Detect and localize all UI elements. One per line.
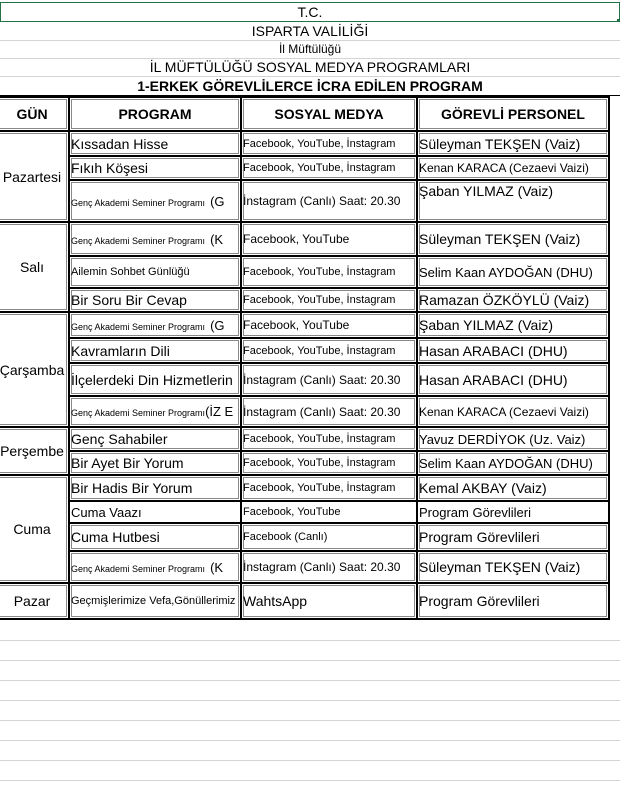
empty-gridline (0, 720, 620, 721)
table-row (0, 222, 609, 256)
empty-gridline (0, 680, 620, 681)
program-text: Genç Akademi Seminer Programı (71, 408, 206, 418)
table-row (0, 338, 609, 363)
table-row (0, 583, 609, 619)
col-header-social-media[interactable]: SOSYAL MEDYA (241, 97, 417, 131)
media-cell[interactable]: İnstagram (Canlı) Saat: 20.30 (241, 396, 417, 427)
program-cell[interactable] (69, 551, 241, 583)
program-cell[interactable]: Geçmişlerimize Vefa,Gönüllerimiz (69, 583, 241, 619)
media-cell[interactable]: Facebook, YouTube, İnstagram (241, 451, 417, 475)
day-monday[interactable]: Pazartesi (0, 131, 69, 222)
header-social-media-programs: İL MÜFTÜLÜĞÜ SOSYAL MEDYA PROGRAMLARI (0, 58, 620, 77)
day-wednesday[interactable]: Çarşamba (0, 312, 69, 427)
program-cell[interactable]: Bir Soru Bir Cevap (69, 288, 241, 312)
media-cell[interactable]: Facebook, YouTube, İnstagram (241, 338, 417, 363)
table-row (0, 363, 609, 396)
program-cell[interactable]: Genç Sahabiler (69, 427, 241, 451)
program-cell[interactable]: Kavramların Dili (69, 338, 241, 363)
staff-cell[interactable]: Ramazan ÖZKÖYLÜ (Vaiz) (417, 288, 609, 312)
media-cell[interactable]: İnstagram (Canlı) Saat: 20.30 (241, 551, 417, 583)
table-row (0, 551, 609, 583)
program-cell[interactable]: Bir Hadis Bir Yorum (69, 475, 241, 501)
header-mufti-office: İl Müftülüğü (0, 40, 620, 59)
program-overflow-text: (K (210, 231, 224, 247)
staff-cell[interactable]: Program Görevlileri (417, 501, 609, 523)
media-cell[interactable]: Facebook, YouTube, İnstagram (241, 475, 417, 501)
staff-cell[interactable]: Hasan ARABACI (DHU) (417, 363, 609, 396)
empty-gridline (0, 660, 620, 661)
program-cell[interactable]: Bir Ayet Bir Yorum (69, 451, 241, 475)
staff-cell[interactable]: Kemal AKBAY (Vaiz) (417, 475, 609, 501)
day-friday[interactable]: Cuma (0, 475, 69, 583)
table-row (0, 312, 609, 338)
program-text: Genç Akademi Seminer Programı (71, 197, 206, 208)
program-cell[interactable]: Fıkıh Köşesi (69, 156, 241, 180)
table-row (0, 288, 609, 312)
staff-cell[interactable]: Kenan KARACA (Cezaevi Vaizi) (417, 156, 609, 180)
table-header-row (0, 97, 609, 131)
program-text: Genç Akademi Seminer Programı (71, 563, 206, 574)
col-header-program[interactable]: PROGRAM (69, 97, 241, 131)
staff-cell[interactable]: Program Görevlileri (417, 523, 609, 551)
day-tuesday[interactable]: Salı (0, 222, 69, 312)
selected-cell-title[interactable] (0, 2, 620, 22)
staff-cell[interactable]: Program Görevlileri (417, 583, 609, 619)
empty-gridline (0, 760, 620, 761)
program-text: Genç Akademi Seminer Programı (71, 235, 206, 246)
staff-cell[interactable]: Süleyman TEKŞEN (Vaiz) (417, 222, 609, 256)
table-row (0, 501, 609, 523)
program-cell[interactable]: Cuma Hutbesi (69, 523, 241, 551)
table-row (0, 156, 609, 180)
table-row (0, 131, 609, 156)
empty-gridline (0, 700, 620, 701)
table-row (0, 256, 609, 288)
program-overflow-text: (G (210, 193, 225, 209)
staff-cell[interactable]: Süleyman TEKŞEN (Vaiz) (417, 551, 609, 583)
day-thursday[interactable]: Perşembe (0, 427, 69, 475)
staff-cell[interactable]: Süleyman TEKŞEN (Vaiz) (417, 131, 609, 156)
table-row (0, 427, 609, 451)
table-row (0, 180, 609, 222)
staff-cell[interactable]: Selim Kaan AYDOĞAN (DHU) (417, 451, 609, 475)
media-cell[interactable]: Facebook (Canlı) (241, 523, 417, 551)
media-cell[interactable]: Facebook, YouTube, İnstagram (241, 256, 417, 288)
empty-gridline (0, 780, 620, 781)
media-cell[interactable]: Facebook, YouTube, İnstagram (241, 427, 417, 451)
media-cell[interactable]: İnstagram (Canlı) Saat: 20.30 (241, 363, 417, 396)
staff-cell[interactable]: Şaban YILMAZ (Vaiz) (417, 312, 609, 338)
table-row (0, 475, 609, 501)
program-cell[interactable]: Kıssadan Hisse (69, 131, 241, 156)
day-sunday[interactable]: Pazar (0, 583, 69, 619)
media-cell[interactable]: Facebook, YouTube, İnstagram (241, 288, 417, 312)
media-cell[interactable]: Facebook, YouTube (241, 501, 417, 523)
program-cell[interactable]: İlçelerdeki Din Hizmetlerin (69, 363, 241, 396)
program-cell[interactable] (69, 180, 241, 222)
program-cell[interactable]: Ailemin Sohbet Günlüğü (69, 256, 241, 288)
header-male-staff-program: 1-ERKEK GÖREVLİLERCE İCRA EDİLEN PROGRAM (0, 77, 620, 96)
staff-cell[interactable]: Yavuz DERDİYOK (Uz. Vaiz) (417, 427, 609, 451)
program-text: Genç Akademi Seminer Programı (71, 321, 206, 332)
header-governorship: ISPARTA VALİLİĞİ (0, 22, 620, 41)
col-header-staff[interactable]: GÖREVLİ PERSONEL (417, 97, 609, 131)
header-tc: T.C. (297, 4, 323, 20)
program-cell[interactable]: Cuma Vaazı (69, 501, 241, 523)
staff-cell[interactable]: Selim Kaan AYDOĞAN (DHU) (417, 256, 609, 288)
media-cell[interactable]: Facebook, YouTube, İnstagram (241, 156, 417, 180)
media-cell[interactable]: Facebook, YouTube (241, 312, 417, 338)
program-cell[interactable] (69, 312, 241, 338)
staff-cell[interactable]: Kenan KARACA (Cezaevi Vaizi) (417, 396, 609, 427)
program-cell[interactable] (69, 396, 241, 427)
empty-gridline (0, 640, 620, 641)
program-overflow-text: (K (210, 559, 224, 575)
table-row (0, 451, 609, 475)
table-row (0, 523, 609, 551)
program-overflow-text: (G (210, 317, 225, 333)
schedule-table (0, 96, 610, 620)
media-cell[interactable]: Facebook, YouTube, İnstagram (241, 131, 417, 156)
staff-cell[interactable]: Hasan ARABACI (DHU) (417, 338, 609, 363)
empty-gridline (0, 740, 620, 741)
table-row (0, 396, 609, 427)
program-overflow-text: (İZ E (205, 404, 234, 419)
col-header-day[interactable]: GÜN (0, 97, 69, 131)
program-cell[interactable] (69, 222, 241, 256)
media-cell[interactable]: İnstagram (Canlı) Saat: 20.30 (241, 180, 417, 222)
media-cell[interactable]: Facebook, YouTube (241, 222, 417, 256)
media-cell[interactable]: WahtsApp (241, 583, 417, 619)
staff-cell[interactable]: Şaban YILMAZ (Vaiz) (417, 180, 609, 222)
